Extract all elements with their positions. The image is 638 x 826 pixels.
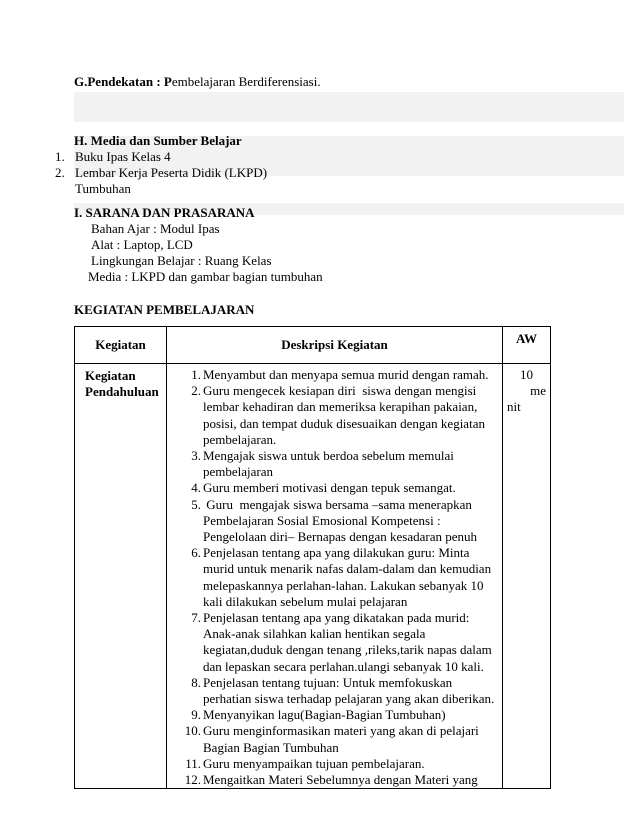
aw-line-2: me <box>530 383 546 398</box>
step-line: Menyanyikan lagu(Bagian-Bagian Tumbuhan) <box>203 707 446 723</box>
aw-line-1: 10 <box>520 367 533 382</box>
pendekatan-line <box>74 74 321 90</box>
step-number: 1. <box>191 367 201 382</box>
step-item <box>184 723 502 755</box>
kegiatan-table <box>74 326 551 789</box>
step-item <box>191 545 502 610</box>
media-item-1 <box>55 149 171 165</box>
row-label-cell <box>75 364 167 789</box>
step-line: Mengajak siswa untuk berdoa sebelum memulai <box>203 448 454 464</box>
step-line: pembelajaran <box>203 464 274 480</box>
step-line: lembar kehadiran dan memeriksa kerapihan pakaian, <box>203 399 478 415</box>
sarana-line-media: Media : LKPD dan gambar bagian tumbuhan <box>88 269 323 284</box>
col-header-aw: AW <box>503 327 551 364</box>
step-line: Penjelasan tentang apa yang dilakukan guru: Minta <box>203 545 470 561</box>
step-line: kegiatan,duduk dengan tenang ,rileks,tarik napas dalam <box>203 642 492 658</box>
col-header-deskripsi: Deskripsi Kegiatan <box>167 327 503 364</box>
step-item <box>191 496 502 546</box>
shade-band-pendekatan <box>74 92 624 122</box>
media-item-text: Lembar Kerja Peserta Didik (LKPD) <box>75 165 268 180</box>
step-item <box>191 480 502 496</box>
step-item <box>185 755 502 772</box>
pendekatan-value: embelajaran Berdiferensiasi. <box>171 74 321 89</box>
media-item-num: 1. <box>55 149 65 164</box>
sarana-line-bahan-ajar: Bahan Ajar : Modul Ipas <box>91 221 220 236</box>
step-number: 4. <box>191 480 201 496</box>
sarana-heading: I. SARANA DAN PRASARANA <box>74 205 255 220</box>
description-cell <box>167 364 503 789</box>
step-line: Guru menyampaikan tujuan pembelajaran. <box>203 755 425 771</box>
row-label-line-1: Kegiatan <box>85 368 136 383</box>
step-number: 3. <box>191 448 201 464</box>
col-header-kegiatan: Kegiatan <box>75 327 167 364</box>
step-number: 9. <box>191 707 201 723</box>
step-number: 5. <box>191 496 201 512</box>
step-line: posisi, dan tempat duduk disesuaikan dengan kegiatan <box>203 415 485 431</box>
step-item <box>191 674 502 707</box>
step-line: Menyambut dan menyapa semua murid dengan ramah. <box>203 367 489 382</box>
aw-line-3: nit <box>507 399 521 414</box>
step-number: 11. <box>185 755 201 771</box>
media-item-2 <box>55 165 267 181</box>
step-line: Bagian Bagian Tumbuhan <box>203 739 339 755</box>
media-item-text: Buku Ipas Kelas 4 <box>75 149 171 164</box>
aw-cell <box>503 364 551 789</box>
step-number: 12. <box>184 772 201 788</box>
step-line: Pengelolaan diri– Bernapas dengan kesadaran penuh <box>203 529 477 545</box>
step-item <box>184 772 502 788</box>
media-item-num: 2. <box>55 165 65 180</box>
step-item <box>191 367 502 383</box>
sarana-line-lingkungan: Lingkungan Belajar : Ruang Kelas <box>91 253 272 268</box>
row-label-line-2: Pendahuluan <box>85 384 159 399</box>
media-heading: H. Media dan Sumber Belajar <box>74 133 242 148</box>
kegiatan-heading: KEGIATAN PEMBELAJARAN <box>74 302 255 317</box>
step-line: Mengaitkan Materi Sebelumnya dengan Materi yang <box>203 772 478 788</box>
step-number: 7. <box>191 610 201 626</box>
step-line: Anak-anak silahkan kalian hentikan segala <box>203 626 426 642</box>
step-item <box>191 707 502 723</box>
step-item <box>191 610 502 675</box>
table-header-row <box>75 327 551 364</box>
step-line: kali dilakukan sebelum mulai pelajaran <box>203 593 408 609</box>
step-line: Penjelasan tentang tujuan: Untuk memfokuskan <box>203 674 453 690</box>
sarana-line-alat: Alat : Laptop, LCD <box>91 237 193 252</box>
step-number: 8. <box>191 674 201 690</box>
media-item-continuation: Tumbuhan <box>75 181 131 196</box>
step-line: Pembelajaran Sosial Emosional Kompetensi : <box>203 512 441 528</box>
step-line: perhatian siswa terhadap pelajaran yang akan diberikan. <box>203 691 495 707</box>
step-number: 2. <box>191 383 201 399</box>
step-line: Guru mengajak siswa bersama –sama menerapkan <box>203 496 472 512</box>
pendekatan-label: G.Pendekatan : P <box>74 74 172 89</box>
step-line: Penjelasan tentang apa yang dikatakan pada murid: <box>203 610 470 626</box>
step-line: murid untuk menarik nafas dalam-dalam dan kemudian <box>203 561 492 577</box>
steps-list <box>167 364 502 788</box>
step-line: Guru menginformasikan materi yang akan di pelajari <box>203 723 479 739</box>
step-item <box>191 383 502 448</box>
step-number: 6. <box>191 545 201 561</box>
step-line: Guru memberi motivasi dengan tepuk semangat. <box>203 480 456 496</box>
step-item <box>191 448 502 480</box>
table-row <box>75 364 551 789</box>
step-number: 10. <box>184 723 201 739</box>
step-line: pembelajaran. <box>203 431 277 447</box>
step-line: melepaskannya perlahan-lahan. Lakukan sebanyak 10 <box>203 577 484 593</box>
step-line: Guru mengecek kesiapan diri siswa dengan mengisi <box>203 383 477 399</box>
step-line: dan lepaskan secara perlahan.ulangi sebanyak 10 kali. <box>203 658 484 674</box>
